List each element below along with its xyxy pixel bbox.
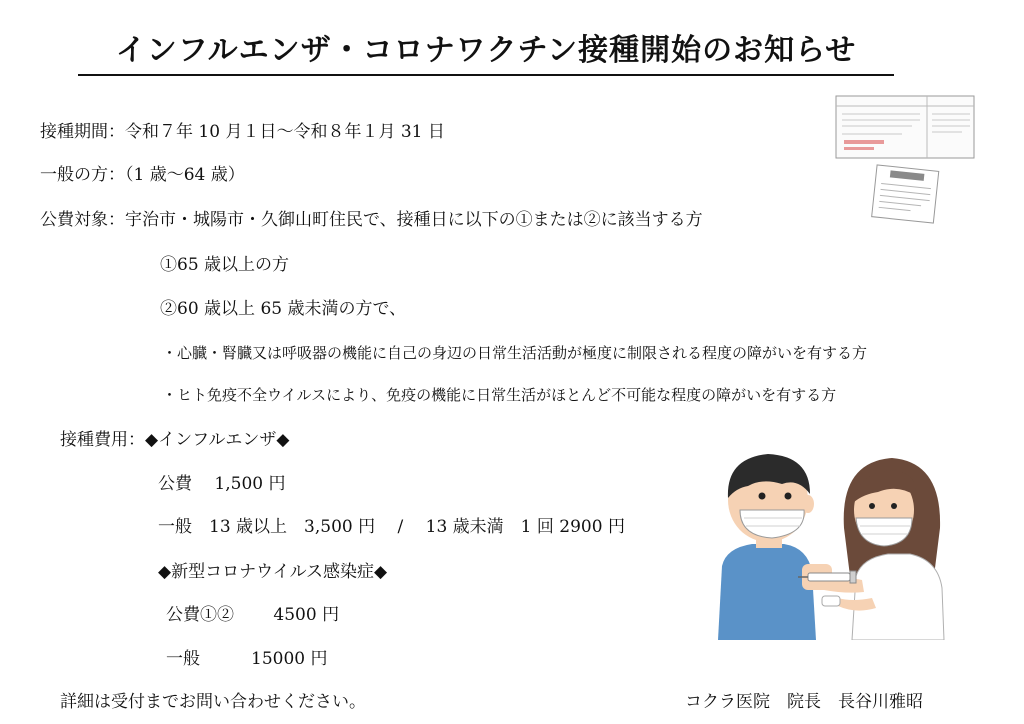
vaccination-scene-icon — [712, 448, 952, 640]
vaccination-period: 接種期間：令和７年 10 月１日～令和８年１月 31 日 — [40, 122, 445, 142]
covid-public-fee: 公費①② 4500 円 — [166, 605, 340, 625]
condition-2: ②60 歳以上 65 歳未満の方で、 — [160, 299, 407, 319]
vaccination-ticket-icon — [832, 92, 978, 232]
clinic-signature: コクラ医院 院長 長谷川雅昭 — [685, 692, 923, 712]
condition-1: ①65 歳以上の方 — [160, 255, 290, 275]
subsidy-target: 公費対象：宇治市・城陽市・久御山町住民で、接種日に以下の①または②に該当する方 — [40, 210, 703, 230]
flu-public-fee: 公費 1,500 円 — [158, 474, 286, 494]
general-age-range: 一般の方：（1 歳～64 歳） — [40, 165, 245, 185]
covid-heading: ◆新型コロナウイルス感染症◆ — [158, 562, 388, 582]
condition-2a: ・心臓・腎臓又は呼吸器の機能に自己の身辺の日常生活活動が極度に制限される程度の障がいを有する方 — [162, 344, 868, 362]
flu-general-fee: 一般 13 歳以上 3,500 円 / 13 歳未満 1 回 2900 円 — [158, 517, 625, 537]
fee-heading: 接種費用：◆インフルエンザ◆ — [60, 430, 290, 450]
condition-2b: ・ヒト免疫不全ウイルスにより、免疫の機能に日常生活がほとんど不可能な程度の障がいを有する方 — [162, 386, 837, 404]
page-title: インフルエンザ・コロナワクチン接種開始のお知らせ — [78, 28, 894, 76]
covid-general-fee: 一般 15000 円 — [166, 649, 328, 669]
footer-note: 詳細は受付までお問い合わせください。 — [60, 692, 366, 712]
